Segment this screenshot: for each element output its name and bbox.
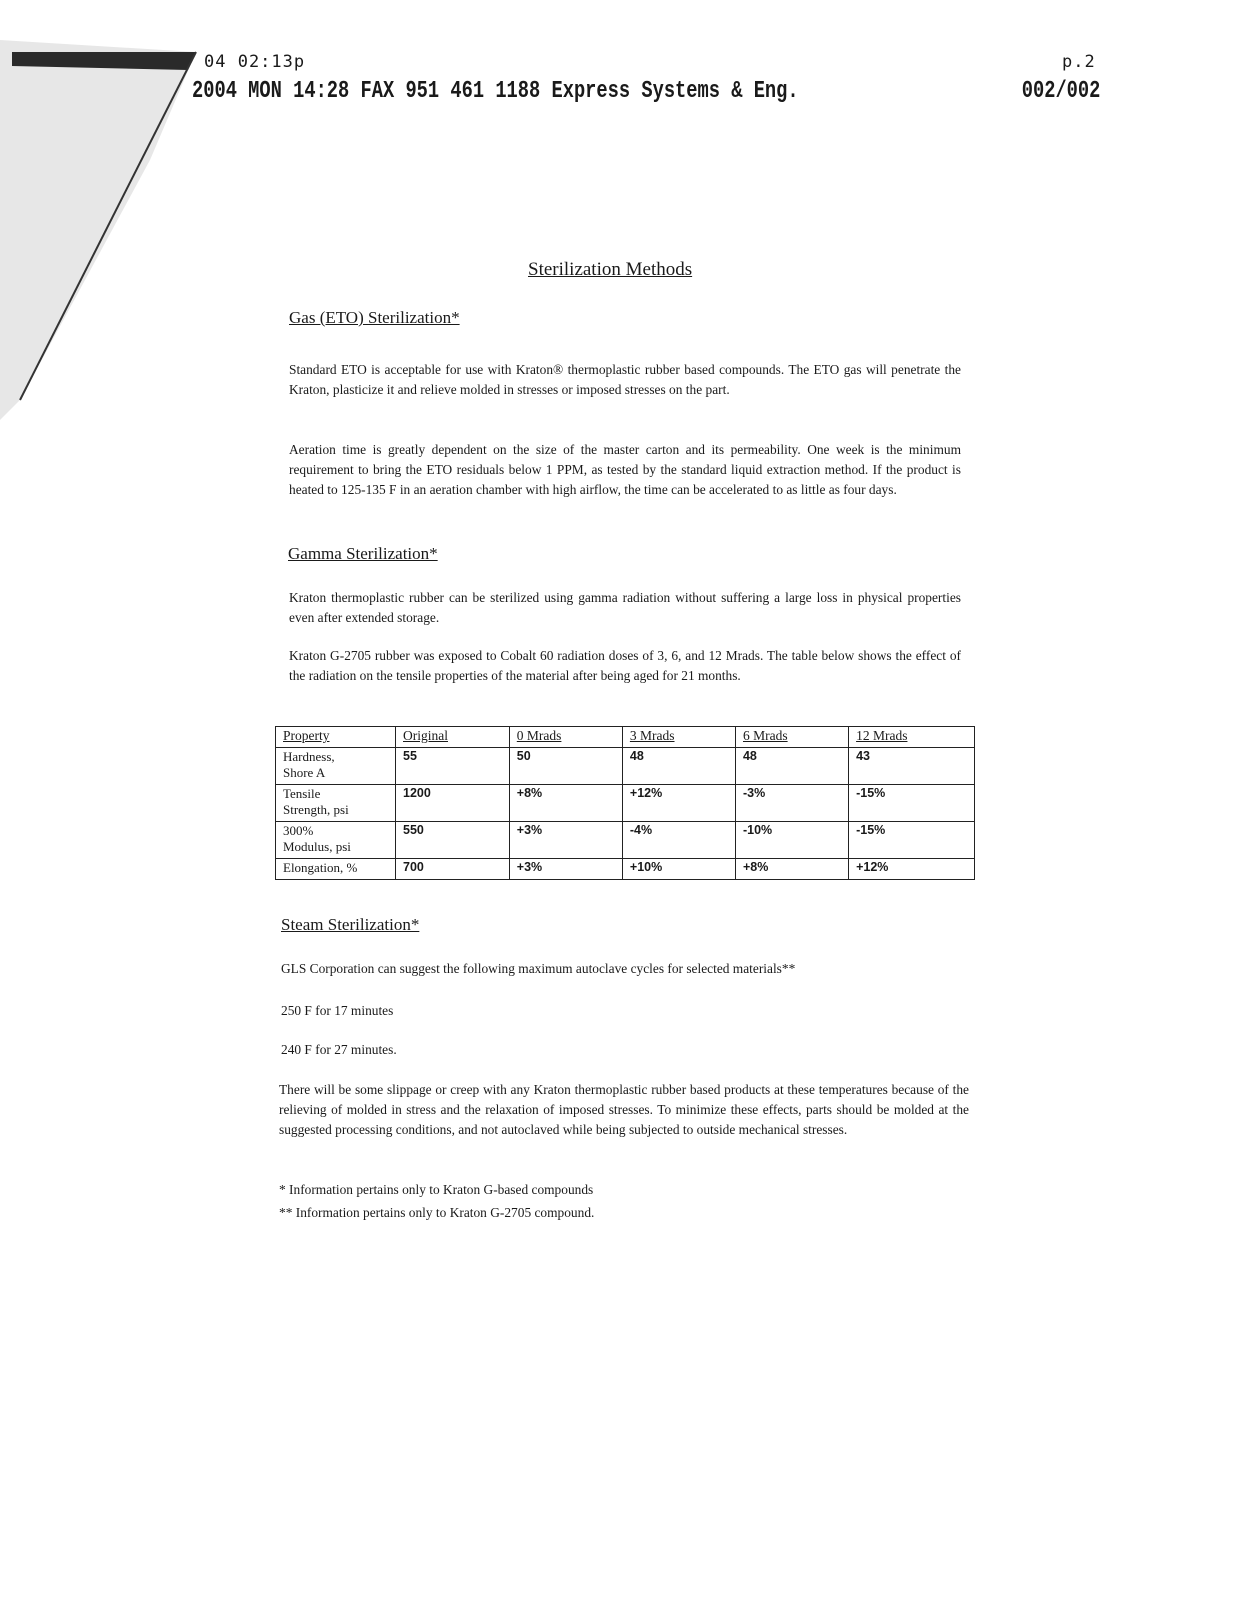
table-header-cell: Original	[396, 727, 510, 748]
property-cell	[276, 859, 396, 880]
property-line: Modulus, psi	[283, 839, 351, 854]
table-row	[276, 785, 975, 822]
gas-paragraph-2: Aeration time is greatly dependent on the size of the master carton and its permeability. One week is the minimum requirement to bring the ETO residuals below 1 PPM, as tested by the standard liquid extraction method. If the product is heated to 125-135 F in an aeration chamber with high airflow, the time can be accelerated to as little as four days.	[289, 442, 961, 497]
table-header-cell: 6 Mrads	[735, 727, 848, 748]
table-header-cell: 3 Mrads	[622, 727, 735, 748]
table-cell: +12%	[622, 785, 735, 822]
fax-timestamp: 04 02:13p	[204, 52, 306, 72]
property-line: Elongation, %	[283, 860, 358, 875]
property-line: Strength, psi	[283, 802, 349, 817]
property-line: 300%	[283, 823, 314, 838]
autoclave-cycle-2: 240 F for 27 minutes.	[281, 1042, 397, 1057]
radiation-effects-table	[275, 726, 975, 880]
page-title: Sterilization Methods	[528, 259, 693, 280]
fax-page-number: p.2	[1062, 52, 1096, 72]
property-cell	[276, 785, 396, 822]
fax-page-count: 002/002	[1018, 78, 1101, 105]
fax-transmission-header: 2004 MON 14:28 FAX 951 461 1188 Express Systems & Eng.	[192, 78, 799, 105]
table-cell: 1200	[396, 785, 510, 822]
gamma-paragraph-1: Kraton thermoplastic rubber can be sterilized using gamma radiation without suffering a large loss in physical properties even after extended storage.	[289, 590, 961, 625]
footnote-1: * Information pertains only to Kraton G-based compounds	[279, 1182, 594, 1197]
table-cell: 48	[622, 748, 735, 785]
table-header-cell: 0 Mrads	[509, 727, 622, 748]
gamma-sterilization-heading: Gamma Sterilization*	[288, 544, 438, 563]
table-cell: 700	[396, 859, 510, 880]
table-cell: +10%	[622, 859, 735, 880]
table-cell: +3%	[509, 859, 622, 880]
table-cell: 50	[509, 748, 622, 785]
property-line: Hardness,	[283, 749, 335, 764]
table-header-row	[276, 727, 975, 748]
gamma-paragraph-2: Kraton G-2705 rubber was exposed to Cobalt 60 radiation doses of 3, 6, and 12 Mrads. The table below shows the effect of the radiation on the tensile properties of the material after being aged for 21 months.	[289, 648, 961, 683]
property-cell	[276, 822, 396, 859]
property-line: Tensile	[283, 786, 321, 801]
table-cell: +8%	[735, 859, 848, 880]
table-cell: +3%	[509, 822, 622, 859]
steam-paragraph: There will be some slippage or creep with any Kraton thermoplastic rubber based products at these temperatures because of the relieving of molded in stress and the relaxation of imposed stresses. To minimize these effects, parts should be molded at the suggested processing conditions, and not autoclaved while being subjected to outside mechanical stresses.	[279, 1082, 969, 1137]
table-cell: 48	[735, 748, 848, 785]
table-cell: -10%	[735, 822, 848, 859]
steam-intro: GLS Corporation can suggest the following maximum autoclave cycles for selected materials**	[281, 961, 796, 976]
table-cell: -15%	[849, 822, 975, 859]
steam-sterilization-heading: Steam Sterilization*	[281, 915, 420, 934]
property-line: Shore A	[283, 765, 326, 780]
table-row	[276, 822, 975, 859]
table-cell: -3%	[735, 785, 848, 822]
table-cell: +12%	[849, 859, 975, 880]
gas-paragraph-1: Standard ETO is acceptable for use with Kraton® thermoplastic rubber based compounds. The ETO gas will penetrate the Kraton, plasticize it and relieve molded in stresses or imposed stresses on the part.	[289, 362, 961, 397]
table-cell: 550	[396, 822, 510, 859]
footnote-2: ** Information pertains only to Kraton G-2705 compound.	[279, 1205, 595, 1220]
property-cell	[276, 748, 396, 785]
scan-edge-shadow	[0, 0, 210, 420]
table-cell: 55	[396, 748, 510, 785]
table-header-cell: Property	[276, 727, 396, 748]
table-cell: -4%	[622, 822, 735, 859]
table-row	[276, 859, 975, 880]
gas-sterilization-heading: Gas (ETO) Sterilization*	[289, 308, 460, 327]
autoclave-cycle-1: 250 F for 17 minutes	[281, 1003, 394, 1018]
table-header-cell: 12 Mrads	[849, 727, 975, 748]
table-cell: +8%	[509, 785, 622, 822]
table-row	[276, 748, 975, 785]
table-cell: 43	[849, 748, 975, 785]
table-cell: -15%	[849, 785, 975, 822]
